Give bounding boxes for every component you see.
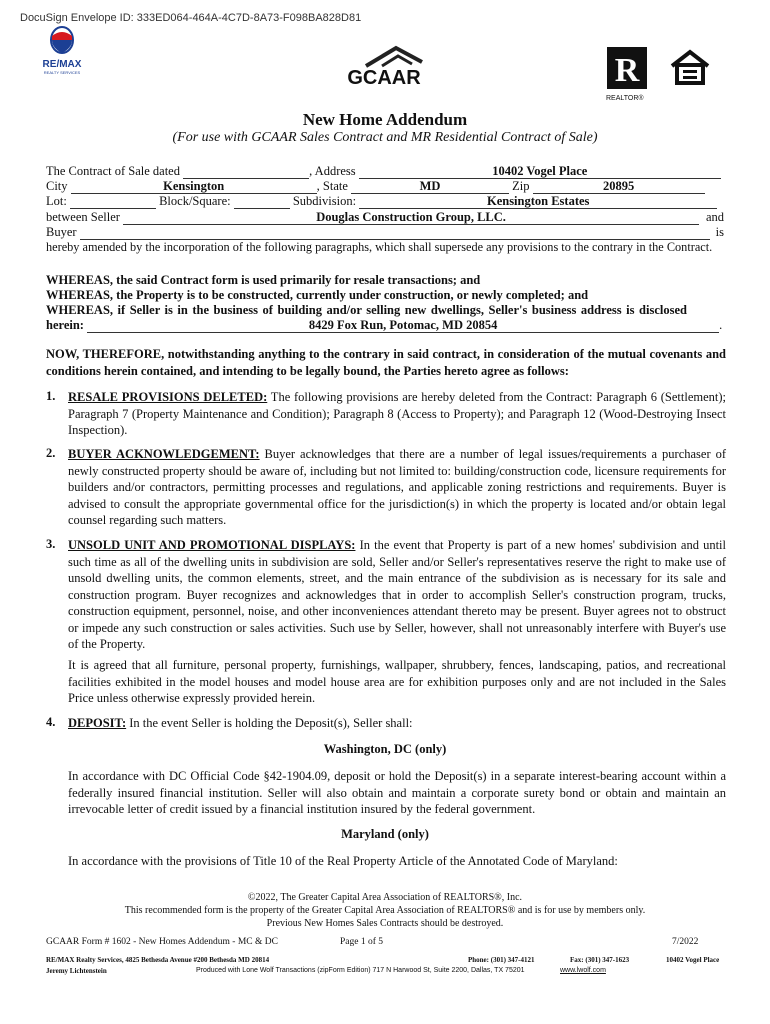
- section-2-heading: BUYER ACKNOWLEDGEMENT:: [68, 447, 260, 461]
- footer-phone: Phone: (301) 347-4121: [468, 956, 535, 964]
- contract-date-field[interactable]: [183, 164, 309, 179]
- copyright-line-3: Previous New Homes Sales Contracts should be destroyed.: [266, 918, 504, 929]
- md-heading: Maryland (only): [341, 827, 429, 841]
- realtor-logo: [606, 46, 656, 102]
- footer-property: 10402 Vogel Place: [666, 956, 720, 964]
- section-1-text: The following provisions are hereby deleted from the Contract: Paragraph 6 (Settlement); Paragraph 7 (Property Maintenance and Condition); Paragraph 8 (Access to Property); and Paragraph 12 (Wood-Destroying Insect Inspection).: [68, 390, 727, 437]
- section-1-heading: RESALE PROVISIONS DELETED:: [68, 390, 268, 404]
- whereas-herein-line: herein: 8429 Fox Run, Potomac, MD 20854 .: [46, 318, 723, 332]
- remax-subtitle: REALTY SERVICES: [43, 70, 81, 75]
- equal-housing-logo: [668, 48, 712, 94]
- section-1-number: 1.: [46, 389, 56, 403]
- address-field[interactable]: 10402 Vogel Place: [359, 164, 721, 179]
- zip-field[interactable]: 20895: [533, 179, 705, 194]
- city-field[interactable]: Kensington: [71, 179, 317, 194]
- state-field[interactable]: MD: [351, 179, 509, 194]
- buyer-field[interactable]: [80, 225, 710, 240]
- md-text: In accordance with the provisions of Title 10 of the Real Property Article of the Annotated Code of Maryland:: [68, 854, 618, 868]
- footer-produced: Produced with Lone Wolf Transactions (zipForm Edition) 717 N Harwood St, Suite 2200, Dallas, TX 75201: [196, 967, 525, 974]
- buyer-label: Buyer: [46, 225, 77, 239]
- is-label: is: [715, 225, 724, 239]
- section-1: [68, 389, 726, 439]
- seller-label: between Seller: [46, 210, 120, 224]
- remax-balloon-icon: [38, 26, 86, 56]
- gcaar-roof-icon: [336, 44, 432, 68]
- form-line-contract: [46, 164, 726, 179]
- copyright-line-2: This recommended form is the property of the Greater Capital Area Association of REALTORS® and is for use by members only.: [124, 905, 646, 916]
- svg-text:R: R: [614, 52, 640, 89]
- form-line-city: [46, 179, 726, 194]
- herein-label: herein:: [46, 318, 84, 332]
- dc-text: In accordance with DC Official Code §42-1904.09, deposit or hold the Deposit(s) in a separate interest-bearing account within a federally insured financial institution. Seller will also obtain and maintain a corporate surety bond or obtain and maintain an irrevocable letter of credit issued by a financial institution insured by the federal government.: [68, 769, 726, 816]
- footer-agent: Jeremy Lichtenstein: [46, 967, 107, 975]
- section-4: [68, 715, 726, 732]
- contract-dated-label: The Contract of Sale dated: [46, 164, 180, 178]
- section-2: [68, 446, 726, 529]
- form-line-buyer: [46, 225, 726, 240]
- business-address-field[interactable]: 8429 Fox Run, Potomac, MD 20854: [87, 318, 719, 333]
- footer-date: 7/2022: [672, 937, 699, 947]
- section-3-text: In the event that Property is part of a new homes' subdivision and until such time as all of the dwelling units in subdivision are sold, Seller and/or Seller's representatives reserve the right to make use of unsold dwelling units, the common elements, street, and the main entrance of the subdivision as is necessary for its sale and construction program. Buyer recognizes and acknowledges that in order to accomplish Seller's construction program, trucks, construction equipment, personnel, noise, and other inconveniences attendant thereto may be present. Buyer agrees not to obstruct or impede any such construction or sales activities. Such use by Seller, however, shall not unreasonably interfere with Buyer's use of the Property.: [68, 538, 727, 651]
- dc-heading: Washington, DC (only): [323, 742, 447, 756]
- footer-form-number: GCAAR Form # 1602 - New Homes Addendum - MC & DC: [46, 937, 278, 947]
- envelope-id: DocuSign Envelope ID: 333ED064-464A-4C7D-8A73-F098BA828D81: [20, 12, 362, 24]
- footer-url-link[interactable]: www.lwolf.com: [560, 967, 606, 974]
- footer-fax: Fax: (301) 347-1623: [570, 956, 630, 964]
- equal-housing-icon: [668, 48, 712, 88]
- lot-field[interactable]: [70, 194, 156, 209]
- copyright-line-1: ©2022, The Greater Capital Area Association of REALTORS®, Inc.: [247, 892, 523, 903]
- remax-wordmark: RE/MAX: [42, 59, 82, 70]
- subdivision-field[interactable]: Kensington Estates: [359, 194, 717, 209]
- amended-text: hereby amended by the incorporation of the following paragraphs, which shall supersede any provisions to the contrary in the Contract.: [46, 240, 713, 254]
- section-3-number: 3.: [46, 537, 56, 551]
- form-line-seller: [46, 210, 726, 225]
- page-title: New Home Addendum: [302, 110, 468, 129]
- section-2-number: 2.: [46, 446, 56, 460]
- gcaar-logo: [336, 44, 432, 90]
- block-field[interactable]: [234, 194, 290, 209]
- and-label: and: [705, 210, 724, 224]
- block-label: Block/Square:: [159, 194, 231, 208]
- remax-logo: [38, 26, 86, 75]
- realtor-r-icon: [606, 46, 648, 90]
- copyright-block: [0, 891, 770, 930]
- form-line-lot: [46, 194, 726, 209]
- state-label: , State: [316, 179, 348, 193]
- section-4-number: 4.: [46, 715, 56, 729]
- now-therefore: NOW, THEREFORE, notwithstanding anything to the contrary in said contract, in consideration of the mutual covenants and conditions herein contained, and intending to be legally bound, the Parties hereto agree as follows:: [46, 347, 726, 378]
- lot-label: Lot:: [46, 194, 67, 208]
- subdivision-label: Subdivision:: [292, 194, 357, 208]
- section-3-heading: UNSOLD UNIT AND PROMOTIONAL DISPLAYS:: [68, 538, 356, 552]
- section-2-text: Buyer acknowledges that there are a number of legal issues/requirements a purchaser of newly constructed property should be aware of, including but not limited to: building/construction code, licensure requirements for builders and/or contractors, permitting processes and regulations, and applicable zoning restrictions and requirements. Buyer is advised to consult the appropriate governmental office for the jurisdiction(s) in which the property is located and/or obtain legal counsel regarding such matters.: [68, 447, 726, 527]
- page-subtitle: (For use with GCAAR Sales Contract and MR Residential Contract of Sale): [172, 130, 598, 145]
- section-4-heading: DEPOSIT:: [68, 716, 127, 730]
- seller-field[interactable]: Douglas Construction Group, LLC.: [123, 210, 699, 225]
- zip-label: Zip: [512, 179, 530, 193]
- whereas-1: WHEREAS, the said Contract form is used primarily for resale transactions; and: [46, 273, 481, 287]
- footer-page-number: Page 1 of 5: [340, 937, 384, 947]
- footer-office: RE/MAX Realty Services, 4825 Bethesda Avenue #200 Bethesda MD 20814: [46, 956, 270, 964]
- section-3-paragraph-2: It is agreed that all furniture, personal property, furnishings, wallpaper, shrubbery, fences, landscaping, patios, and recreational facilities exhibited in the model houses and model house area are for exhibition purposes only and are not included in the Sales Price unless otherwise expressly provided herein.: [68, 658, 726, 705]
- gcaar-wordmark: GCAAR: [347, 67, 421, 89]
- whereas-2: WHEREAS, the Property is to be constructed, currently under construction, or newly completed; and: [46, 288, 589, 302]
- section-4-text: In the event Seller is holding the Deposit(s), Seller shall:: [126, 716, 413, 730]
- whereas-3: WHEREAS, if Seller is in the business of building and/or selling new dwellings, Seller's business address is disclosed: [46, 303, 687, 317]
- realtor-wordmark: REALTOR®: [606, 95, 644, 102]
- city-label: City: [46, 179, 68, 193]
- address-label: , Address: [309, 164, 356, 178]
- section-3: [68, 537, 726, 653]
